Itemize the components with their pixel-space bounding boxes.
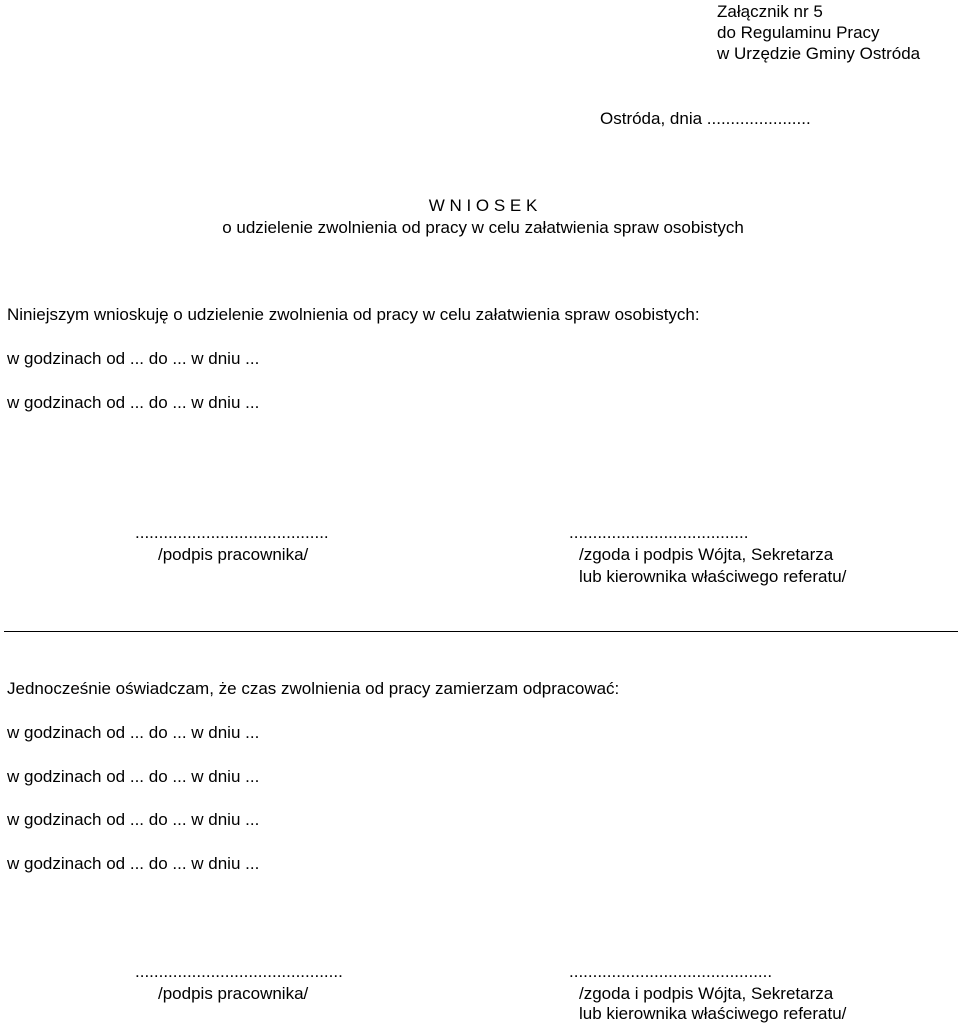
employee-signature-label: /podpis pracownika/ bbox=[158, 545, 309, 564]
request-line-1: w godzinach od ... do ... w dniu ... bbox=[7, 349, 260, 368]
request-line-2: w godzinach od ... do ... w dniu ... bbox=[7, 393, 260, 412]
approver-signature-label-bottom: /zgoda i podpis Wójta, Sekretarza bbox=[579, 984, 834, 1003]
section-divider bbox=[4, 631, 958, 632]
approver-signature-line-bottom: ........................................... bbox=[569, 962, 773, 981]
approver-signature-label-bottom-2: lub kierownika właściwego referatu/ bbox=[579, 1004, 847, 1023]
document-title: W N I O S E K bbox=[428, 196, 538, 215]
declaration-line-2: w godzinach od ... do ... w dniu ... bbox=[7, 767, 260, 786]
declaration-line-3: w godzinach od ... do ... w dniu ... bbox=[7, 810, 260, 829]
approver-signature-label-2: lub kierownika właściwego referatu/ bbox=[579, 567, 847, 586]
attachment-number: Załącznik nr 5 bbox=[717, 2, 823, 21]
declaration-intro: Jednocześnie oświadczam, że czas zwolnienia od pracy zamierzam odpracować: bbox=[7, 679, 620, 698]
attachment-office: w Urzędzie Gminy Ostróda bbox=[717, 44, 921, 63]
declaration-line-1: w godzinach od ... do ... w dniu ... bbox=[7, 723, 260, 742]
place-date: Ostróda, dnia ...................... bbox=[600, 109, 811, 128]
employee-signature-line: ......................................... bbox=[135, 523, 329, 542]
employee-signature-label-bottom: /podpis pracownika/ bbox=[158, 984, 309, 1003]
document-subtitle: o udzielenie zwolnienia od pracy w celu załatwienia spraw osobistych bbox=[222, 218, 744, 237]
approver-signature-label: /zgoda i podpis Wójta, Sekretarza bbox=[579, 545, 834, 564]
employee-signature-line-bottom: ............................................ bbox=[135, 962, 343, 981]
declaration-line-4: w godzinach od ... do ... w dniu ... bbox=[7, 854, 260, 873]
approver-signature-line: ...................................... bbox=[569, 523, 749, 542]
request-intro: Niniejszym wnioskuję o udzielenie zwolnienia od pracy w celu załatwienia spraw osobistych: bbox=[7, 305, 700, 324]
attachment-regulation: do Regulaminu Pracy bbox=[717, 23, 880, 42]
